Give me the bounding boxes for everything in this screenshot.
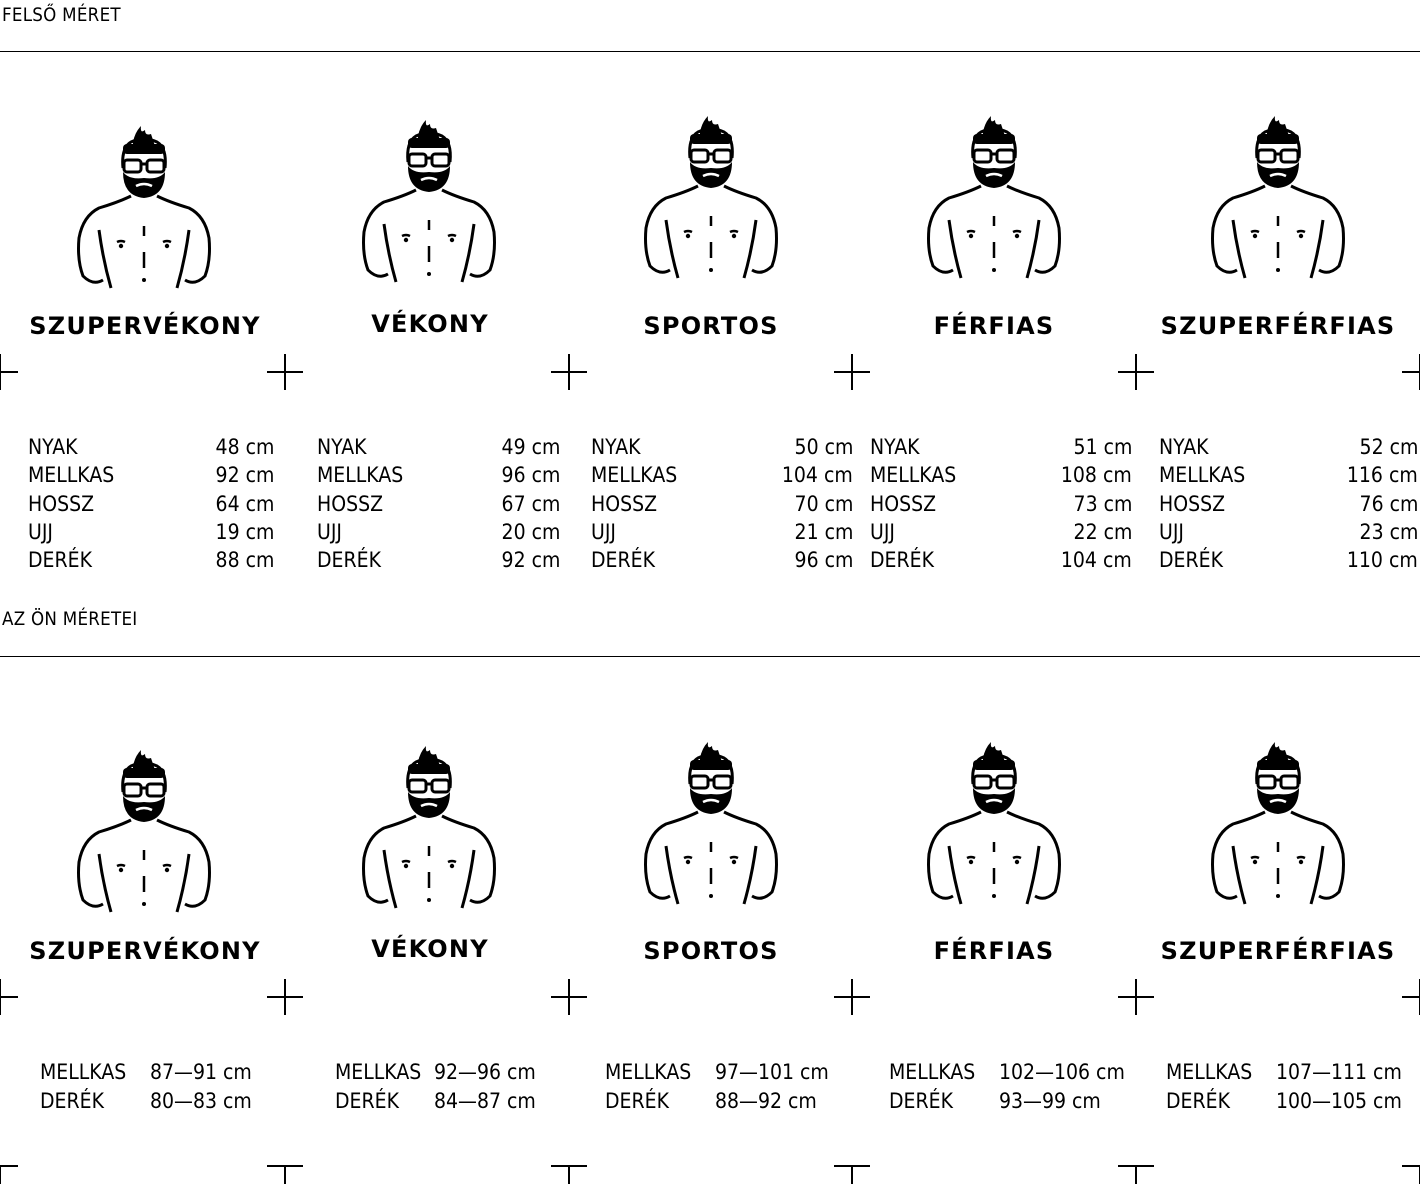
corner-tick-icon: [1118, 1148, 1154, 1184]
measurement-row: MELLKAS 108 cm: [870, 463, 1132, 488]
type-label: SZUPERFÉRFIAS: [1160, 937, 1396, 965]
crosshair-marker-icon: [834, 354, 870, 390]
measurement-row: DERÉK 110 cm: [1159, 548, 1418, 573]
type-label: SZUPERFÉRFIAS: [1160, 312, 1396, 340]
measurement-row: MELLKAS 96 cm: [317, 463, 560, 488]
corner-tick-icon: [834, 1148, 870, 1184]
measurement-row: DERÉK 92 cm: [317, 548, 560, 573]
range-list: [335, 1058, 547, 1115]
measurement-list: [870, 433, 1132, 574]
range-row: MELLKAS 107—111 cm: [1166, 1060, 1402, 1084]
measurement-row: UJJ 22 cm: [870, 519, 1132, 544]
measurement-row: HOSSZ 76 cm: [1159, 491, 1418, 516]
measurement-row: HOSSZ 73 cm: [870, 491, 1132, 516]
range-row: MELLKAS 87—91 cm: [40, 1060, 252, 1084]
figure-superslim-icon: [69, 744, 219, 924]
measurement-row: UJJ 19 cm: [28, 519, 274, 544]
measurement-row: UJJ 21 cm: [591, 519, 853, 544]
measurement-row: NYAK 50 cm: [591, 435, 853, 459]
range-list: [889, 1058, 1139, 1115]
range-row: DERÉK 100—105 cm: [1166, 1088, 1402, 1113]
measurement-row: DERÉK 104 cm: [870, 548, 1132, 573]
measurement-row: UJJ 20 cm: [317, 519, 560, 544]
measurement-row: NYAK 52 cm: [1159, 435, 1418, 459]
crosshair-marker-icon: [1402, 979, 1420, 1015]
measurement-row: MELLKAS 104 cm: [591, 463, 853, 488]
measurement-row: DERÉK 88 cm: [28, 548, 274, 573]
range-row: DERÉK 93—99 cm: [889, 1088, 1101, 1113]
section-divider: [0, 656, 1420, 657]
figure-slim-icon: [354, 740, 504, 920]
range-row: MELLKAS 102—106 cm: [889, 1060, 1125, 1084]
type-label: VÉKONY: [371, 935, 489, 963]
measurement-row: MELLKAS 92 cm: [28, 463, 274, 488]
range-list: [40, 1058, 263, 1115]
range-row: MELLKAS 97—101 cm: [605, 1060, 829, 1084]
crosshair-marker-icon: [1118, 354, 1154, 390]
measurement-row: MELLKAS 116 cm: [1159, 463, 1418, 488]
range-list: [605, 1058, 841, 1115]
type-label: SPORTOS: [643, 312, 779, 340]
crosshair-marker-icon: [267, 979, 303, 1015]
corner-tick-icon: [0, 1148, 18, 1184]
measurement-row: HOSSZ 70 cm: [591, 491, 853, 516]
measurement-list: [317, 433, 560, 574]
figure-supermanly-icon: [1203, 736, 1353, 916]
corner-tick-icon: [267, 1148, 303, 1184]
figure-athletic-icon: [636, 110, 786, 290]
range-row: DERÉK 84—87 cm: [335, 1088, 536, 1113]
measurement-list: [28, 433, 274, 574]
section-title-your-size: AZ ÖN MÉRETEI: [2, 608, 138, 630]
range-row: MELLKAS 92—96 cm: [335, 1060, 536, 1084]
type-label: SZUPERVÉKONY: [29, 937, 261, 965]
type-label: SPORTOS: [643, 937, 779, 965]
figure-slim-icon: [354, 114, 504, 294]
measurement-row: HOSSZ 64 cm: [28, 491, 274, 516]
crosshair-marker-icon: [1402, 354, 1420, 390]
range-row: DERÉK 80—83 cm: [40, 1088, 252, 1113]
range-list: [1166, 1058, 1416, 1115]
measurement-row: NYAK 51 cm: [870, 435, 1132, 459]
measurement-row: UJJ 23 cm: [1159, 519, 1418, 544]
section-title-top-size: FELSŐ MÉRET: [2, 4, 121, 26]
crosshair-marker-icon: [551, 979, 587, 1015]
corner-tick-icon: [1402, 1148, 1420, 1184]
type-label: FÉRFIAS: [933, 937, 1055, 965]
figure-manly-icon: [919, 736, 1069, 916]
corner-tick-icon: [551, 1148, 587, 1184]
crosshair-marker-icon: [267, 354, 303, 390]
type-label: FÉRFIAS: [933, 312, 1055, 340]
figure-manly-icon: [919, 110, 1069, 290]
type-label: VÉKONY: [371, 310, 489, 338]
figure-superslim-icon: [69, 120, 219, 300]
crosshair-marker-icon: [1118, 979, 1154, 1015]
type-label: SZUPERVÉKONY: [29, 312, 261, 340]
crosshair-marker-icon: [0, 979, 18, 1015]
figure-athletic-icon: [636, 736, 786, 916]
crosshair-marker-icon: [0, 354, 18, 390]
range-row: DERÉK 88—92 cm: [605, 1088, 817, 1113]
measurement-row: HOSSZ 67 cm: [317, 491, 560, 516]
measurement-row: DERÉK 96 cm: [591, 548, 853, 573]
figure-supermanly-icon: [1203, 110, 1353, 290]
crosshair-marker-icon: [834, 979, 870, 1015]
crosshair-marker-icon: [551, 354, 587, 390]
measurement-list: [591, 433, 853, 574]
measurement-row: NYAK 49 cm: [317, 435, 560, 459]
section-divider: [0, 51, 1420, 52]
measurement-row: NYAK 48 cm: [28, 435, 274, 459]
measurement-list: [1159, 433, 1418, 574]
